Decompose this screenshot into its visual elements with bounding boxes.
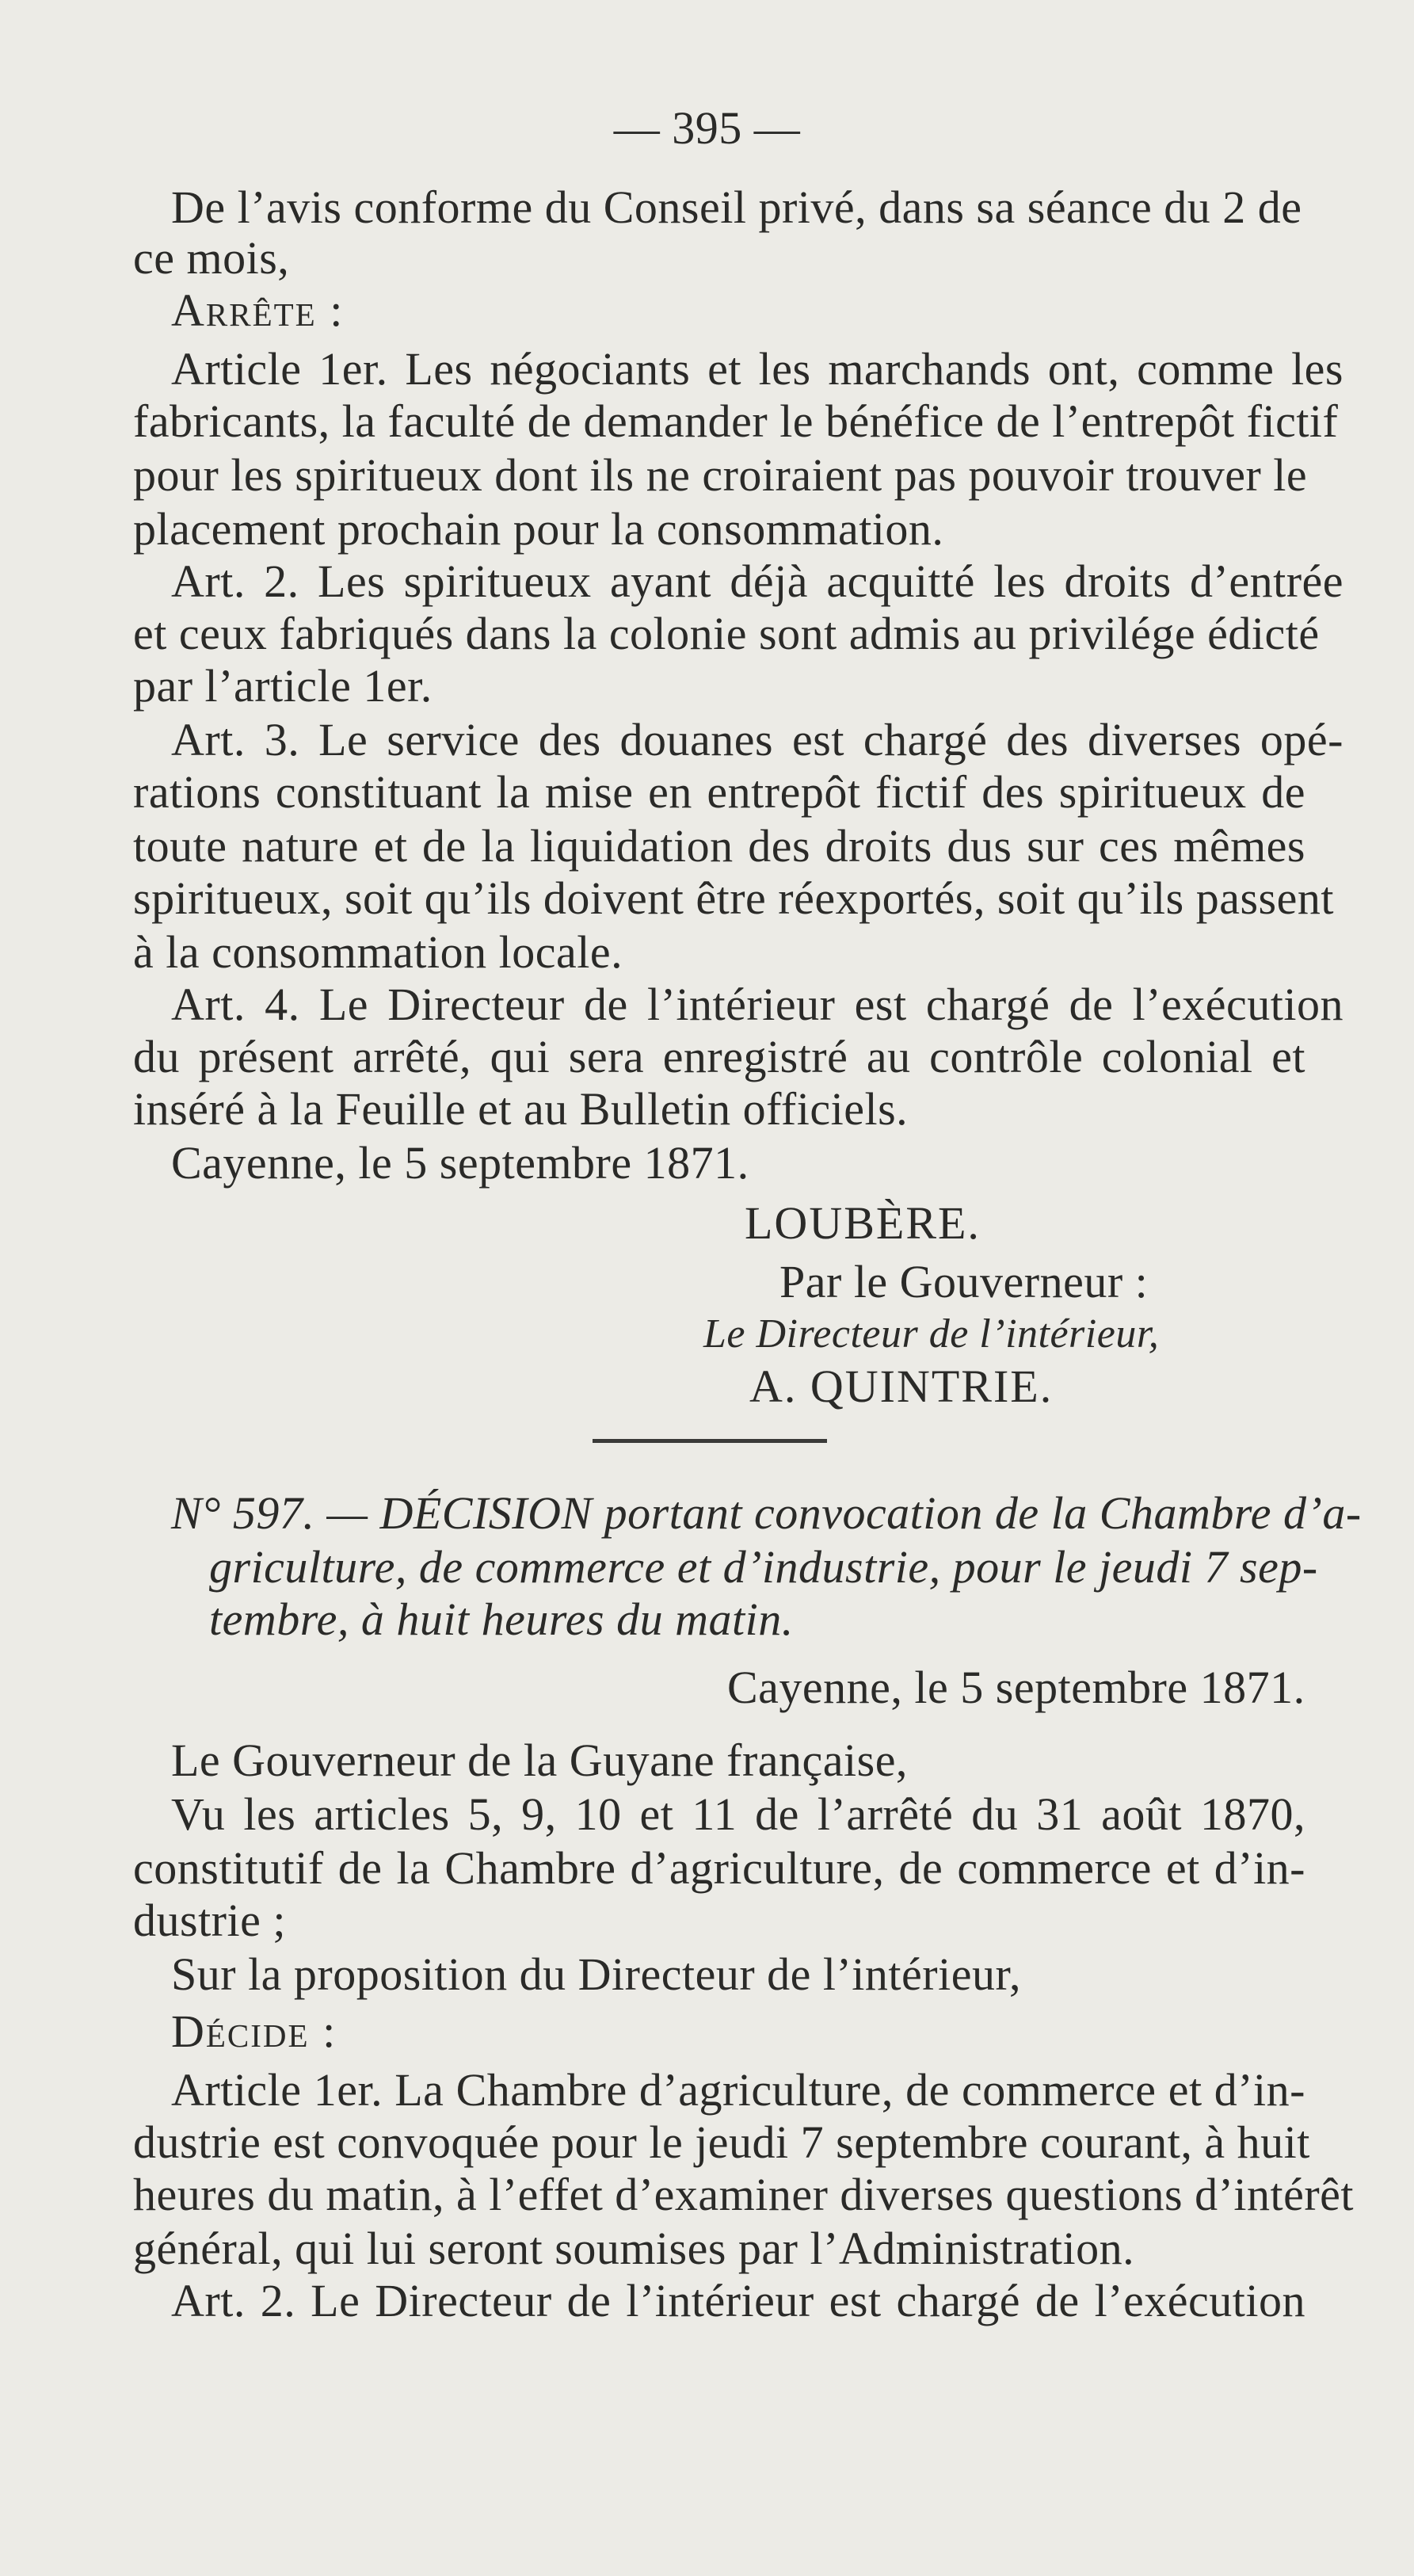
- decision-keyword: Décide :: [171, 2005, 337, 2057]
- signer-name: A. QUINTRIE.: [749, 1361, 1054, 1412]
- text-line: pour les spiritueux dont ils ne croiraient pas pouvoir trouver le: [133, 449, 1308, 501]
- text-line: Vu les articles 5, 9, 10 et 11 de l’arrêté du 31 août 1870,: [171, 1788, 1305, 1840]
- decision-heading: tembre, à huit heures du matin.: [209, 1593, 794, 1645]
- text-line: heures du matin, à l’effet d’examiner diverses questions d’intérêt: [133, 2169, 1355, 2220]
- text-line: Article 1er. Les négociants et les marchands ont, comme les: [171, 343, 1343, 395]
- directeur-role: Le Directeur de l’intérieur,: [703, 1311, 1160, 1357]
- text-line: fabricants, la faculté de demander le bénéfice de l’entrepôt fictif: [133, 395, 1339, 447]
- text-line: Art. 4. Le Directeur de l’intérieur est chargé de l’exécution: [171, 979, 1343, 1030]
- text-line: constitutif de la Chambre d’agriculture, de commerce et d’in-: [133, 1842, 1305, 1894]
- text-line: et ceux fabriqués dans la colonie sont admis au privilége édicté: [133, 608, 1320, 659]
- section-divider: [593, 1439, 827, 1443]
- text-line: du présent arrêté, qui sera enregistré au contrôle colonial et: [133, 1031, 1305, 1082]
- par-le-gouverneur: Par le Gouverneur :: [779, 1256, 1149, 1307]
- text-line: à la consommation locale.: [133, 926, 623, 978]
- text-line: par l’article 1er.: [133, 660, 433, 712]
- text-line: Article 1er. La Chambre d’agriculture, de commerce et d’in-: [171, 2064, 1305, 2116]
- text-line: Le Gouverneur de la Guyane française,: [171, 1735, 908, 1786]
- decision-date: Cayenne, le 5 septembre 1871.: [727, 1662, 1305, 1713]
- text-line: dustrie est convoquée pour le jeudi 7 septembre courant, à huit: [133, 2116, 1310, 2168]
- text-line: rations constituant la mise en entrepôt fictif des spiritueux de: [133, 766, 1305, 818]
- page-number: — 395 —: [613, 102, 801, 154]
- text-line: dustrie ;: [133, 1895, 286, 1946]
- text-line: De l’avis conforme du Conseil privé, dans sa séance du 2 de: [171, 181, 1302, 233]
- decision-heading: N° 597. — DÉCISION portant convocation de la Chambre d’a-: [171, 1487, 1362, 1539]
- signature: LOUBÈRE.: [745, 1197, 981, 1249]
- text-line: Sur la proposition du Directeur de l’intérieur,: [171, 1948, 1021, 2000]
- decision-heading: griculture, de commerce et d’industrie, pour le jeudi 7 sep-: [209, 1541, 1318, 1593]
- text-line: placement prochain pour la consommation.: [133, 503, 944, 555]
- text-line: Art. 3. Le service des douanes est chargé des diverses opé-: [171, 714, 1343, 765]
- arrete-date: Cayenne, le 5 septembre 1871.: [171, 1137, 749, 1189]
- text-line: spiritueux, soit qu’ils doivent être réexportés, soit qu’ils passent: [133, 872, 1334, 924]
- text-line: général, qui lui seront soumises par l’Administration.: [133, 2223, 1135, 2274]
- text-line: ce mois,: [133, 232, 290, 284]
- text-line: inséré à la Feuille et au Bulletin officiels.: [133, 1083, 909, 1135]
- arrete-keyword: Arrête :: [171, 284, 345, 336]
- text-line: toute nature et de la liquidation des droits dus sur ces mêmes: [133, 820, 1305, 872]
- text-line: Art. 2. Le Directeur de l’intérieur est chargé de l’exécution: [171, 2275, 1305, 2326]
- text-line: Art. 2. Les spiritueux ayant déjà acquitté les droits d’entrée: [171, 555, 1343, 607]
